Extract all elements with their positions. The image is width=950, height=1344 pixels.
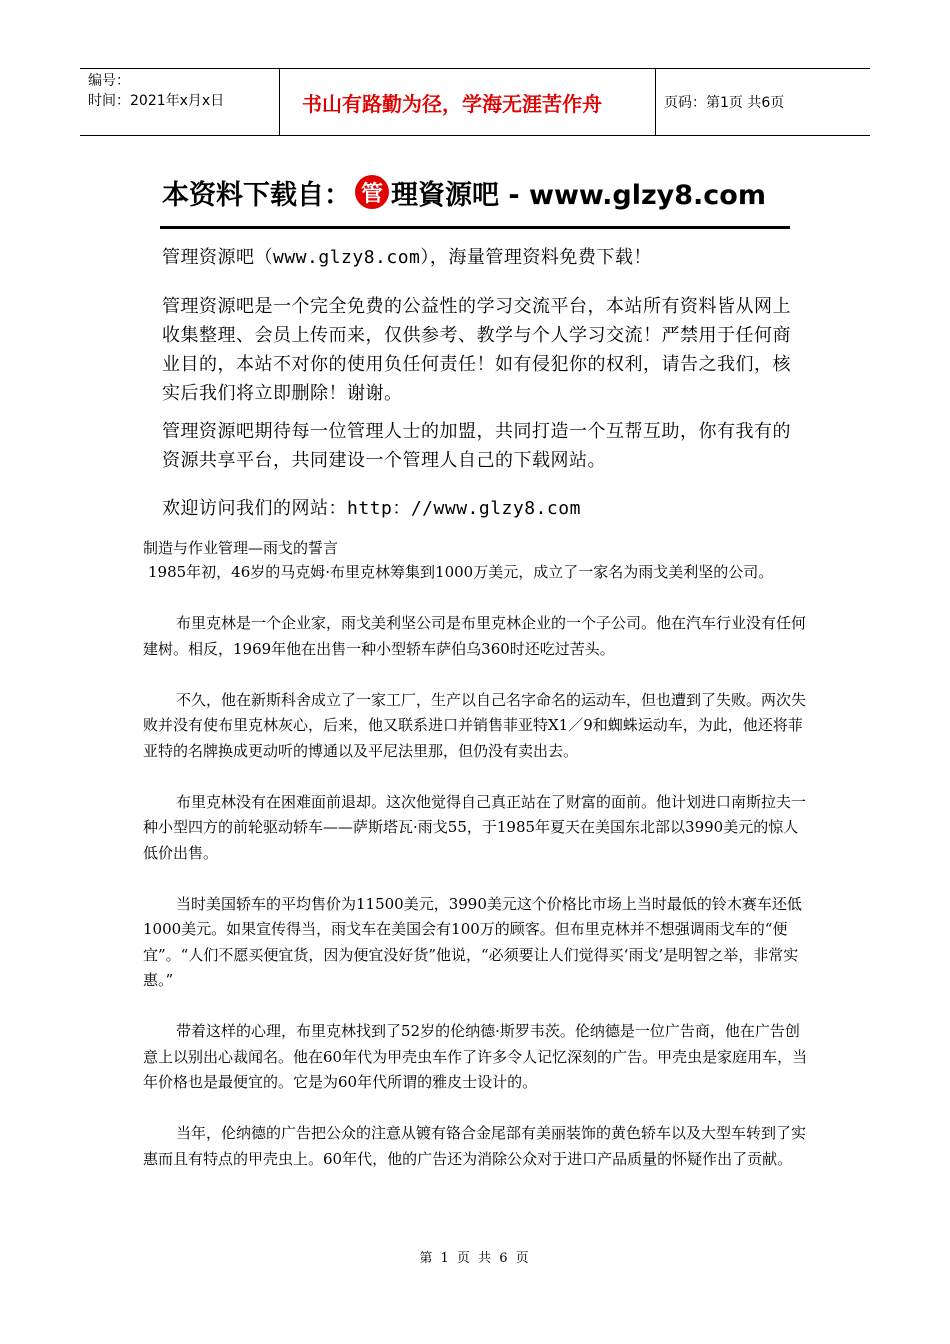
paragraph: 1985年初，46岁的马克姆·布里克林筹集到1000万美元，成立了一家名为雨戈美利坚的公司。	[148, 563, 774, 581]
paragraph: 当时美国轿车的平均售价为11500美元，3990美元这个价格比市场上当时最低的铃木赛车还低1000美元。如果宣传得当，雨戈车在美国会有100万的顾客。但布里克林并不想强调雨戈车的“便宜”。“人们不愿买便宜货，因为便宜没好货”他说，“必须要让人们觉得买‘雨戈’是明智之举，非常实惠。”	[143, 894, 802, 989]
banner-divider	[160, 226, 790, 229]
paragraph: 带着这样的心理，布里克林找到了52岁的伦纳德·斯罗韦茨。伦纳德是一位广告商，他在广告创意上以别出心裁闻名。他在60年代为甲壳虫车作了许多令人记忆深刻的广告。甲壳虫是家庭用车，当年价格也是最便宜的。它是为60年代所谓的雅皮士设计的。	[143, 1022, 808, 1091]
document-body	[143, 560, 808, 1198]
number-label: 编号：	[88, 73, 130, 89]
page-footer: 第 1 页 共 6 页	[419, 1251, 531, 1266]
motto: 书山有路勤为径，学海无涯苦作舟	[280, 69, 656, 135]
paragraph: 不久，他在新斯科舍成立了一家工厂，生产以自己名字命名的运动车，但也遭到了失败。两次失败并没有使布里克林灰心，后来，他又联系进口并销售菲亚特X1／9和蜘蛛运动车，为此，他还将菲亚特的名牌换成更动听的博通以及平尼法里那，但仍没有卖出去。	[143, 690, 807, 760]
paragraph: 当年，伦纳德的广告把公众的注意从镀有铬合金尾部有美丽装饰的黄色轿车以及大型车转到了实惠而且有特点的甲壳虫上。60年代，他的广告还为消除公众对于进口产品质量的怀疑作出了贡献。	[143, 1124, 807, 1168]
ad-paragraph-2: 管理资源吧是一个完全免费的公益性的学习交流平台，本站所有资料皆从网上收集整理、会员上传而来，仅供参考、教学与个人学习交流！严禁用于任何商业目的，本站不对你的使用负任何责任！如有侵犯你的权利，请告之我们，核实后我们将立即删除！谢谢。	[162, 296, 791, 404]
paragraph: 布里克林没有在困难面前退却。这次他觉得自己真正站在了财富的面前。他计划进口南斯拉夫一种小型四方的前轮驱动轿车——萨斯塔瓦·雨戈55，于1985年夏天在美国东北部以3990美元的惊人低价出售。	[143, 792, 807, 862]
page-label: 页码：第1页 共6页	[664, 95, 785, 111]
banner-suffix: 理資源吧 - www.glzy8.com	[391, 179, 766, 211]
ad-line-1: 管理资源吧（www.glzy8.com），海量管理资料免费下载！	[162, 247, 652, 268]
time-label: 时间：2021年x月x日	[88, 93, 225, 109]
document-title: 制造与作业管理—雨戈的誓言	[143, 539, 339, 557]
banner-prefix: 本资料下载自：	[162, 179, 351, 211]
download-banner	[162, 172, 802, 212]
header-left-cell	[80, 69, 280, 135]
paragraph: 布里克林是一个企业家，雨戈美利坚公司是布里克林企业的一个子公司。他在汽车行业没有任何建树。相反，1969年他在出售一种小型轿车萨伯乌360时还吃过苦头。	[143, 614, 807, 658]
ad-website-line: 欢迎访问我们的网站：http：//www.glzy8.com	[162, 498, 581, 519]
header-table	[80, 68, 870, 136]
site-logo-icon: 管	[355, 175, 389, 209]
ad-paragraph-3: 管理资源吧期待每一位管理人士的加盟，共同打造一个互帮互助，你有我有的资源共享平台，共同建设一个管理人自己的下载网站。	[162, 421, 791, 471]
